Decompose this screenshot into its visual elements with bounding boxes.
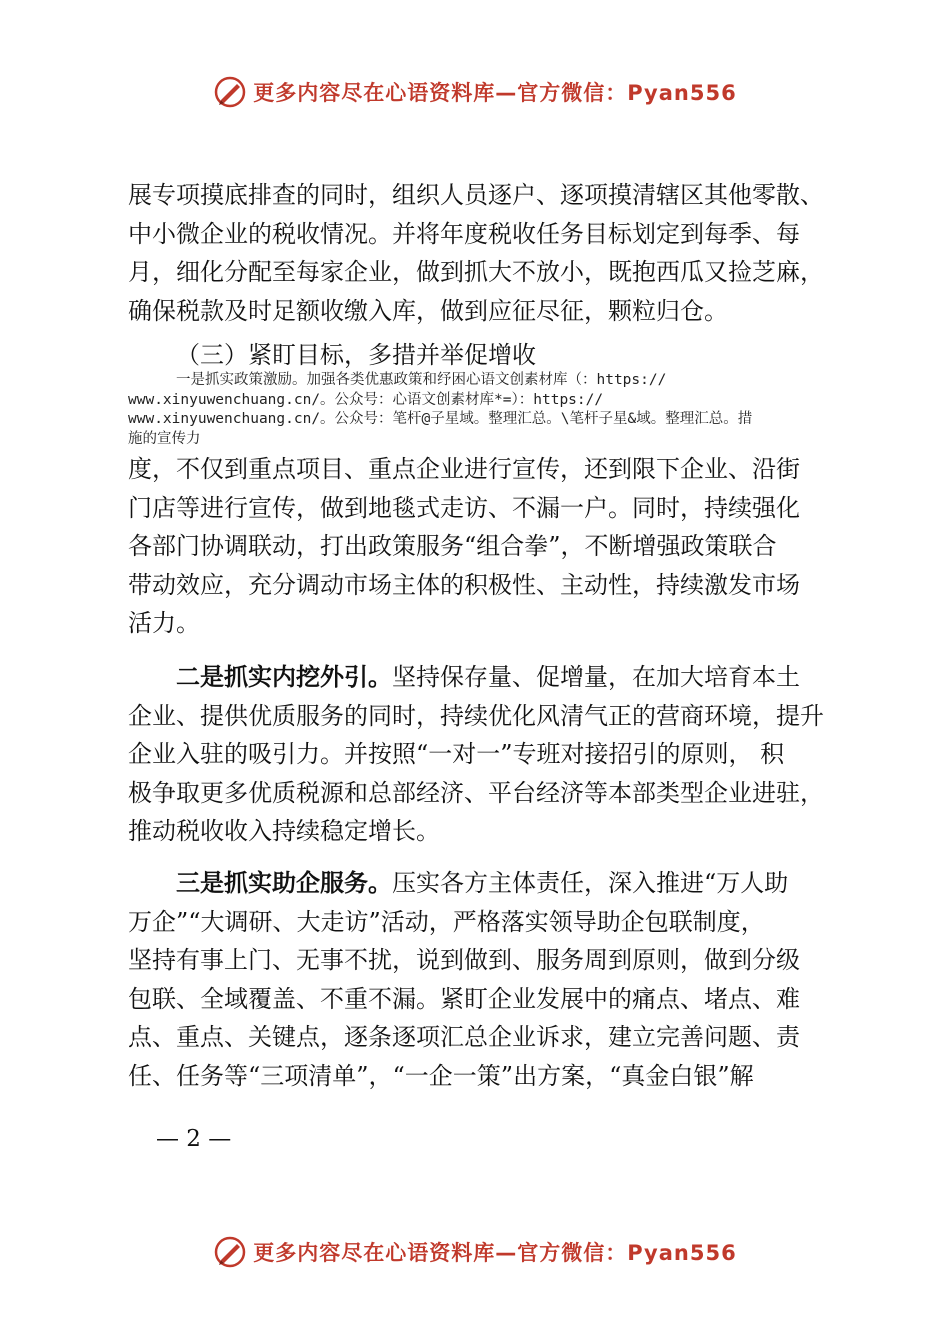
pen-seal-logo-icon	[213, 1235, 247, 1269]
text-line: 度，不仅到重点项目、重点企业进行宣传，还到限下企业、沿街	[128, 455, 800, 483]
header-watermark	[0, 72, 950, 112]
text-line: 企业入驻的吸引力。并按照“一对一”专班对接招引的原则， 积	[128, 740, 785, 768]
paragraph-services	[128, 864, 828, 1095]
watermark-text: 更多内容尽在心语资料库—官方微信：Pyan556	[253, 1241, 737, 1265]
small-text-line: 施的宣传力	[128, 430, 201, 447]
pen-seal-logo-icon	[213, 75, 247, 109]
small-text-line: www.xinyuwenchuang.cn/。公众号：笔杆@子星域。整理汇总。\笔杆子星&域。整理汇总。措	[128, 411, 753, 427]
text-line: 点、重点、关键点，逐条逐项汇总企业诉求，建立完善问题、责	[128, 1023, 800, 1051]
small-text-line: 一是抓实政策激励。加强各类优惠政策和纾困心语文创素材库（：https://	[176, 372, 667, 388]
page-number: — 2 —	[156, 1126, 232, 1152]
text-line: 任、任务等“三项清单”，“一企一策”出方案，“真金白银”解	[128, 1061, 754, 1090]
inserted-small-text	[128, 371, 840, 449]
text-line: 活力。	[128, 609, 200, 637]
paragraph-investment	[128, 658, 828, 851]
paragraph-continuation	[128, 176, 828, 330]
text-line: 月，细化分配至每家企业，做到抓大不放小，既抱西瓜又捡芝麻，	[128, 258, 824, 286]
paragraph-lead: 二是抓实内挖外引。	[176, 663, 392, 691]
text-line: 万企”“大调研、大走访”活动，严格落实领导助企包联制度，	[128, 907, 765, 936]
section-heading: （三）紧盯目标，多措并举促增收	[176, 341, 536, 369]
text-fragment: 坚持保存量、促增量，在加大培育本土	[392, 663, 800, 691]
paragraph-policy	[128, 450, 828, 643]
text-fragment: 压实各方主体责任，深入推进“万人助	[392, 869, 789, 897]
watermark-text: 更多内容尽在心语资料库—官方微信：Pyan556	[253, 81, 737, 105]
text-line: 极争取更多优质税源和总部经济、平台经济等本部类型企业进驻，	[128, 778, 824, 807]
text-line: 企业、提供优质服务的同时，持续优化风清气正的营商环境，提升	[128, 701, 824, 730]
text-line: 各部门协调联动，打出政策服务“组合拳”，不断增强政策联合	[128, 532, 777, 560]
text-line: 门店等进行宣传，做到地毯式走访、不漏一户。同时，持续强化	[128, 493, 800, 522]
text-line: 推动税收收入持续稳定增长。	[128, 817, 440, 845]
text-line: 中小微企业的税收情况。并将年度税收任务目标划定到每季、每	[128, 219, 800, 248]
text-line: 确保税款及时足额收缴入库，做到应征尽征，颗粒归仓。	[128, 296, 728, 325]
footer-watermark	[0, 1232, 950, 1272]
text-line: 带动效应，充分调动市场主体的积极性、主动性，持续激发市场	[128, 570, 800, 599]
text-line	[128, 658, 828, 697]
text-line	[128, 864, 828, 903]
paragraph-lead: 三是抓实助企服务。	[176, 869, 392, 897]
text-line: 坚持有事上门、无事不扰，说到做到、服务周到原则，做到分级	[128, 946, 800, 974]
small-text-line: www.xinyuwenchuang.cn/。公众号：心语文创素材库*=）：https://	[128, 391, 604, 408]
text-line: 展专项摸底排查的同时，组织人员逐户、逐项摸清辖区其他零散、	[128, 181, 824, 209]
text-line: 包联、全域覆盖、不重不漏。紧盯企业发展中的痛点、堵点、难	[128, 984, 800, 1013]
